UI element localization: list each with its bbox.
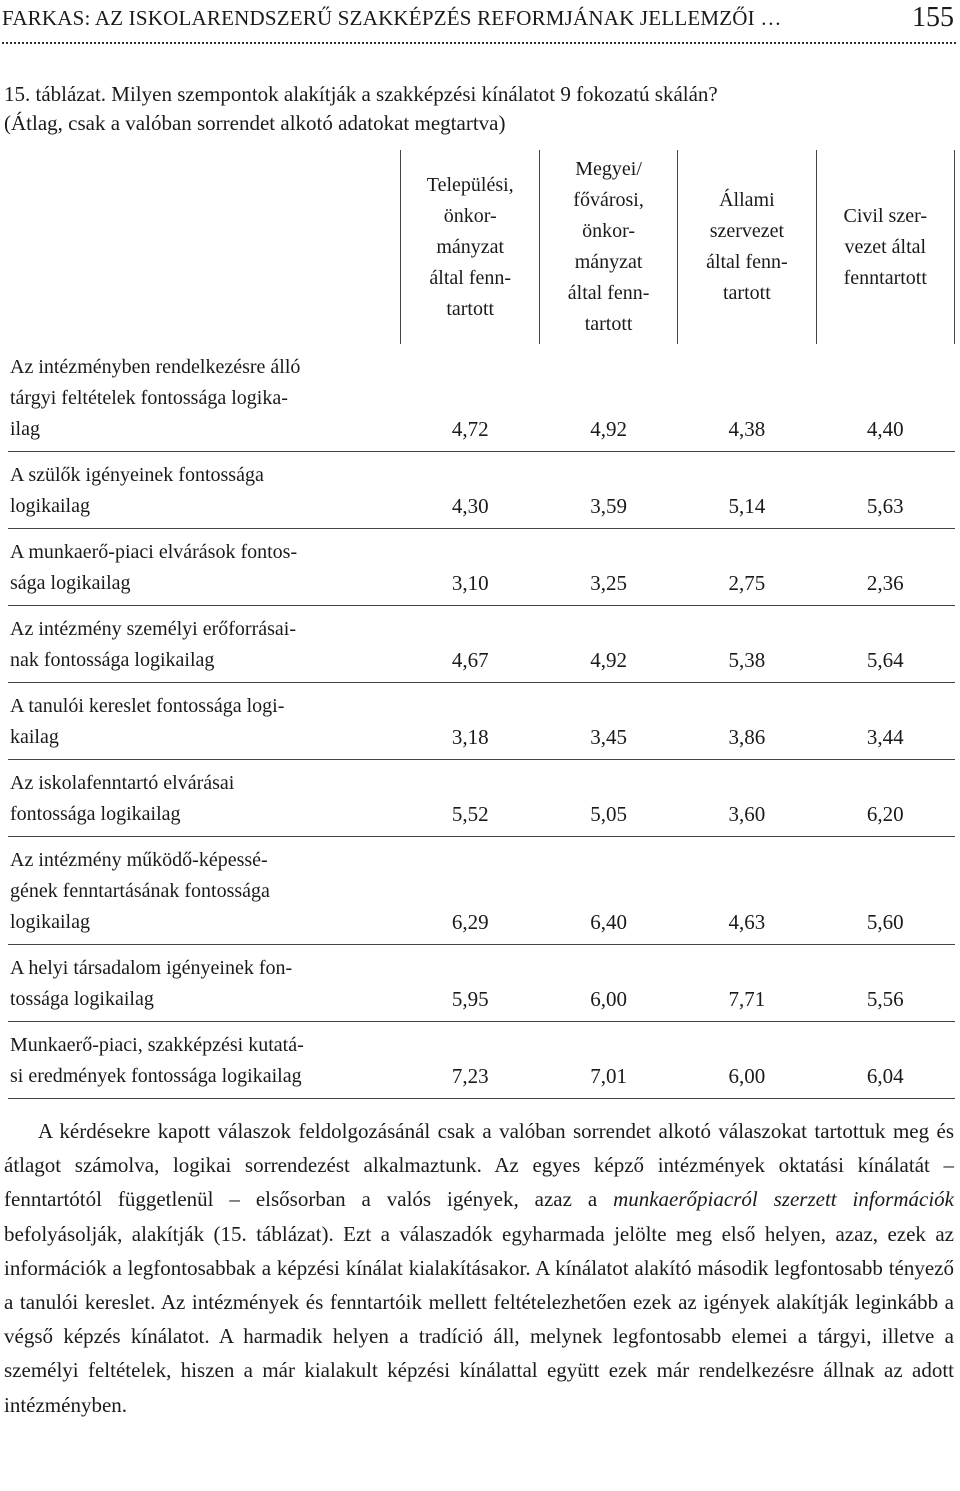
row-label (8, 945, 401, 1022)
value-cell: 6,29 (401, 837, 539, 945)
column-header (678, 150, 816, 344)
column-header-line: Állami (719, 189, 775, 211)
row-label-line: si eredmények fontossága logikailag (10, 1065, 302, 1087)
row-label-line: Az intézmény működő-képessé- (10, 849, 268, 871)
value-cell: 4,67 (401, 606, 539, 683)
value-cell: 4,38 (728, 417, 766, 441)
value-cell: 4,92 (539, 606, 677, 683)
table-row (8, 344, 955, 452)
column-header-line: által fenn- (429, 266, 512, 289)
column-header-line: által fenn- (567, 282, 650, 304)
value-cell: 4,72 (451, 417, 489, 441)
value-cell: 4,40 (866, 417, 904, 441)
body-paragraph (4, 1114, 954, 1422)
column-header-line: tartott (584, 313, 633, 335)
row-label-line: Az iskolafenntartó elvárásai (10, 772, 235, 794)
row-label (8, 760, 401, 837)
value-cell: 3,60 (678, 760, 816, 837)
row-label (8, 344, 401, 452)
row-label-line: gének fenntartásának fontossága (10, 880, 270, 902)
value-cell: 5,38 (678, 606, 816, 683)
column-header-line: önkor- (582, 220, 636, 242)
caption-line-2: (Átlag, csak a valóban sorrendet alkotó adatokat megtartva) (4, 111, 506, 135)
value-cell: 5,56 (816, 945, 954, 1022)
row-label-line: sága logikailag (10, 572, 131, 594)
value-cell: 5,14 (678, 452, 816, 529)
table-row (8, 945, 955, 1022)
value-cell: 6,04 (816, 1022, 954, 1099)
column-header-line: vezet által (844, 235, 927, 258)
column-header-line: Települési, (426, 173, 514, 196)
header-corner (8, 150, 401, 344)
table-caption (4, 80, 954, 138)
running-title: FARKAS: AZ ISKOLARENDSZERŰ SZAKKÉPZÉS REFORMJÁNAK JELLEMZŐI … (2, 6, 782, 30)
value-cell: 4,63 (678, 837, 816, 945)
value-cell: 2,36 (816, 529, 954, 606)
column-header-line: fenntartott (843, 266, 927, 289)
row-label (8, 683, 401, 760)
value-cell: 5,64 (816, 606, 954, 683)
value-cell: 6,00 (678, 1022, 816, 1099)
value-cell: 5,63 (816, 452, 954, 529)
value-cell: 6,40 (539, 837, 677, 945)
row-label-line: kailag (10, 726, 59, 748)
value-cell: 3,45 (539, 683, 677, 760)
row-label (8, 452, 401, 529)
column-header (539, 150, 677, 344)
body-text (4, 1114, 954, 1422)
value-cell: 2,75 (678, 529, 816, 606)
value-cell: 7,01 (539, 1022, 677, 1099)
value-cell: 3,18 (401, 683, 539, 760)
value-cell: 7,23 (401, 1022, 539, 1099)
row-label (8, 837, 401, 945)
table-body (8, 344, 955, 1099)
table-row (8, 837, 955, 945)
row-label-line: fontossága logikailag (10, 803, 181, 825)
value-cell: 3,25 (539, 529, 677, 606)
running-header (2, 2, 956, 44)
table-row (8, 529, 955, 606)
column-header-line: tartott (446, 297, 495, 320)
column-header-line: mányzat (574, 251, 643, 273)
data-table (8, 150, 955, 1099)
table-row (8, 760, 955, 837)
paragraph-text: A kérdésekre kapott válaszok feldolgozásánál csak a valóban sorrendet alkotó válaszokat tartottuk meg és átlagot számolva, logikai sorrendezést alkalmaztunk. Az egyes képző intézmények oktatási kínálatát – fenntartótól függetlenül – elsősorban a valós igények, azaz a (4, 1119, 954, 1212)
value-cell: 5,05 (539, 760, 677, 837)
row-label (8, 606, 401, 683)
row-label-line: tárgyi feltételek fontossága logika- (10, 387, 288, 409)
value-cell: 4,30 (401, 452, 539, 529)
value-cell: 3,44 (816, 683, 954, 760)
value-cell: 7,71 (678, 945, 816, 1022)
value-cell: 4,92 (590, 417, 627, 441)
value-cell: 6,00 (539, 945, 677, 1022)
column-header-line: fővárosi, (573, 189, 644, 211)
value-cell: 5,60 (816, 837, 954, 945)
table-row (8, 1022, 955, 1099)
column-header (816, 150, 954, 344)
row-label-line: A szülők igényeinek fontossága (10, 464, 264, 486)
emphasis-text: munkaerőpiacról szerzett információk (613, 1187, 954, 1212)
paragraph-text-continued: befolyásolják, alakítják (15. táblázat). Ezt a válaszadók egyharmada jelölte meg első helyen, azaz, ezek az információk a legfontosabbak a képzési kínálat kialakításakor. A kínálatot alakító második legfontosabb tényező a tanulói kereslet. Az intézmények és fenntartóik mellett feltételezhetően ezek az igények alakítják leginkább a végső képzés kínálatot. A harmadik helyen a tradíció áll, melynek legfontosabb elemei a tárgyi, illetve a személyi feltételek, hiszen a már kialakult képzési kínálattal együtt ezek már rendelkezésre állnak az adott intézményben. (4, 1221, 954, 1417)
caption-line-1: 15. táblázat. Milyen szempontok alakítják a szakképzési kínálatot 9 fokozatú skálán? (4, 82, 718, 106)
row-label-line: A munkaerő-piaci elvárások fontos- (10, 541, 298, 563)
column-header-line: mányzat (436, 235, 505, 258)
column-header-line: Megyei/ (575, 158, 642, 180)
row-label-line: A helyi társadalom igényeinek fon- (10, 957, 293, 979)
column-header-line: önkor- (443, 204, 497, 227)
row-label-line: Munkaerő-piaci, szakképzési kutatá- (10, 1034, 304, 1056)
value-cell: 3,59 (539, 452, 677, 529)
table-row (8, 683, 955, 760)
row-label-line: Az intézményben rendelkezésre álló (10, 356, 301, 378)
table-row (8, 606, 955, 683)
row-label-line: tossága logikailag (10, 988, 154, 1010)
row-label (8, 529, 401, 606)
page-number: 155 (912, 2, 954, 33)
value-cell: 5,95 (401, 945, 539, 1022)
table-row (8, 452, 955, 529)
table-header-row (8, 150, 955, 344)
column-header (401, 150, 539, 344)
value-cell: 5,52 (401, 760, 539, 837)
row-label-line: ilag (10, 418, 40, 440)
row-label-line: logikailag (10, 911, 90, 933)
row-label-line: Az intézmény személyi erőforrásai- (10, 618, 296, 640)
row-label-line: logikailag (10, 495, 90, 517)
row-label (8, 1022, 401, 1099)
value-cell: 6,20 (816, 760, 954, 837)
column-header-line: tartott (723, 282, 771, 304)
column-header-line: szervezet (709, 220, 785, 242)
row-label-line: nak fontossága logikailag (10, 649, 215, 671)
value-cell: 3,86 (678, 683, 816, 760)
column-header-line: által fenn- (706, 251, 788, 273)
value-cell: 3,10 (401, 529, 539, 606)
column-header-line: Civil szer- (843, 204, 927, 227)
row-label-line: A tanulói kereslet fontossága logi- (10, 695, 285, 717)
